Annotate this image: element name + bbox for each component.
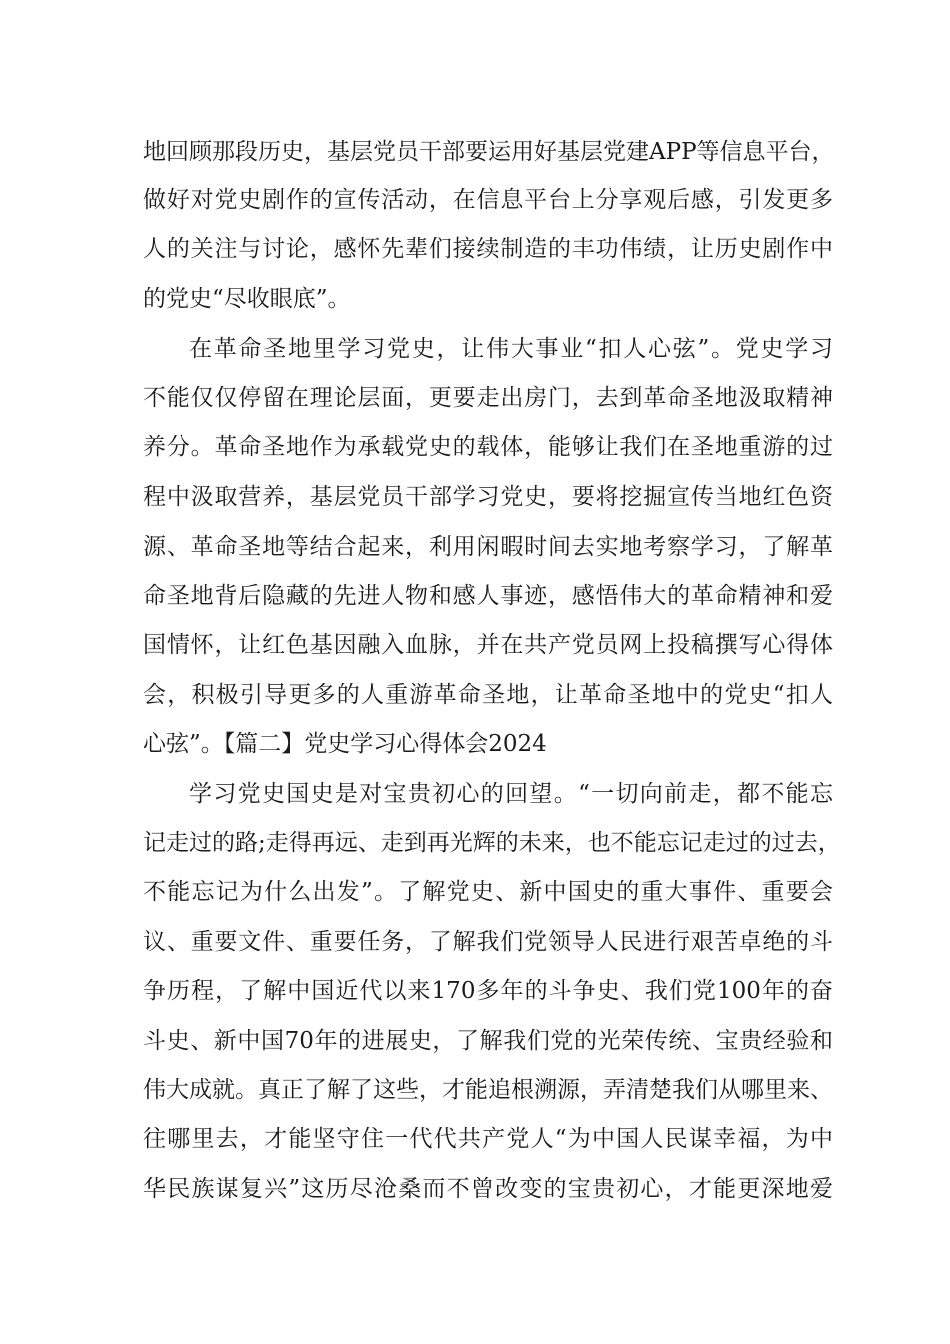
text-line: 源、革命圣地等结合起来，利用闲暇时间去实地考察学习，了解革 xyxy=(143,534,833,560)
text-line: 国情怀，让红色基因融入血脉，并在共产党员网上投稿撰写心得体 xyxy=(143,632,833,658)
text-line: 争历程，了解中国近代以来170多年的斗争史、我们党100年的奋 xyxy=(143,978,833,1004)
paragraph-first-line: 学习党史国史是对宝贵初心的回望。“一切向前走，都不能忘 xyxy=(189,781,833,807)
section-heading-line: 心弦”。【篇二】党史学习心得体会2024 xyxy=(143,731,547,757)
text-line: 议、重要文件、重要任务，了解我们党领导人民进行艰苦卓绝的斗 xyxy=(143,929,833,955)
text-line: 的党史“尽收眼底”。 xyxy=(143,286,351,312)
text-line: 往哪里去，才能坚守住一代代共产党人“为中国人民谋幸福，为中 xyxy=(143,1126,833,1152)
text-line: 不能忘记为什么出发”。了解党史、新中国史的重大事件、重要会 xyxy=(143,879,833,905)
paragraph-first-line: 在革命圣地里学习党史，让伟大事业“扣人心弦”。党史学习 xyxy=(189,336,833,362)
text-line: 华民族谋复兴”这历尽沧桑而不曾改变的宝贵初心，才能更深地爱 xyxy=(143,1176,833,1202)
text-line: 命圣地背后隐藏的先进人物和感人事迹，感悟伟大的革命精神和爱 xyxy=(143,583,833,609)
text-line: 会，积极引导更多的人重游革命圣地，让革命圣地中的党史“扣人 xyxy=(143,682,833,708)
text-line: 记走过的路;走得再远、走到再光辉的未来，也不能忘记走过的过去， xyxy=(143,830,841,856)
text-line: 做好对党史剧作的宣传活动，在信息平台上分享观后感，引发更多 xyxy=(143,187,833,213)
text-line: 人的关注与讨论，感怀先辈们接续制造的丰功伟绩，让历史剧作中 xyxy=(143,236,833,262)
text-line: 斗史、新中国70年的进展史，了解我们党的光荣传统、宝贵经验和 xyxy=(143,1028,833,1054)
text-line: 地回顾那段历史，基层党员干部要运用好基层党建APP等信息平台， xyxy=(143,139,835,165)
text-line: 不能仅仅停留在理论层面，更要走出房门，去到革命圣地汲取精神 xyxy=(143,385,833,411)
text-line: 养分。革命圣地作为承载党史的载体，能够让我们在圣地重游的过 xyxy=(143,434,833,460)
text-line: 程中汲取营养，基层党员干部学习党史，要将挖掘宣传当地红色资 xyxy=(143,484,833,510)
text-line: 伟大成就。真正了解了这些，才能追根溯源，弄清楚我们从哪里来、 xyxy=(143,1077,833,1103)
